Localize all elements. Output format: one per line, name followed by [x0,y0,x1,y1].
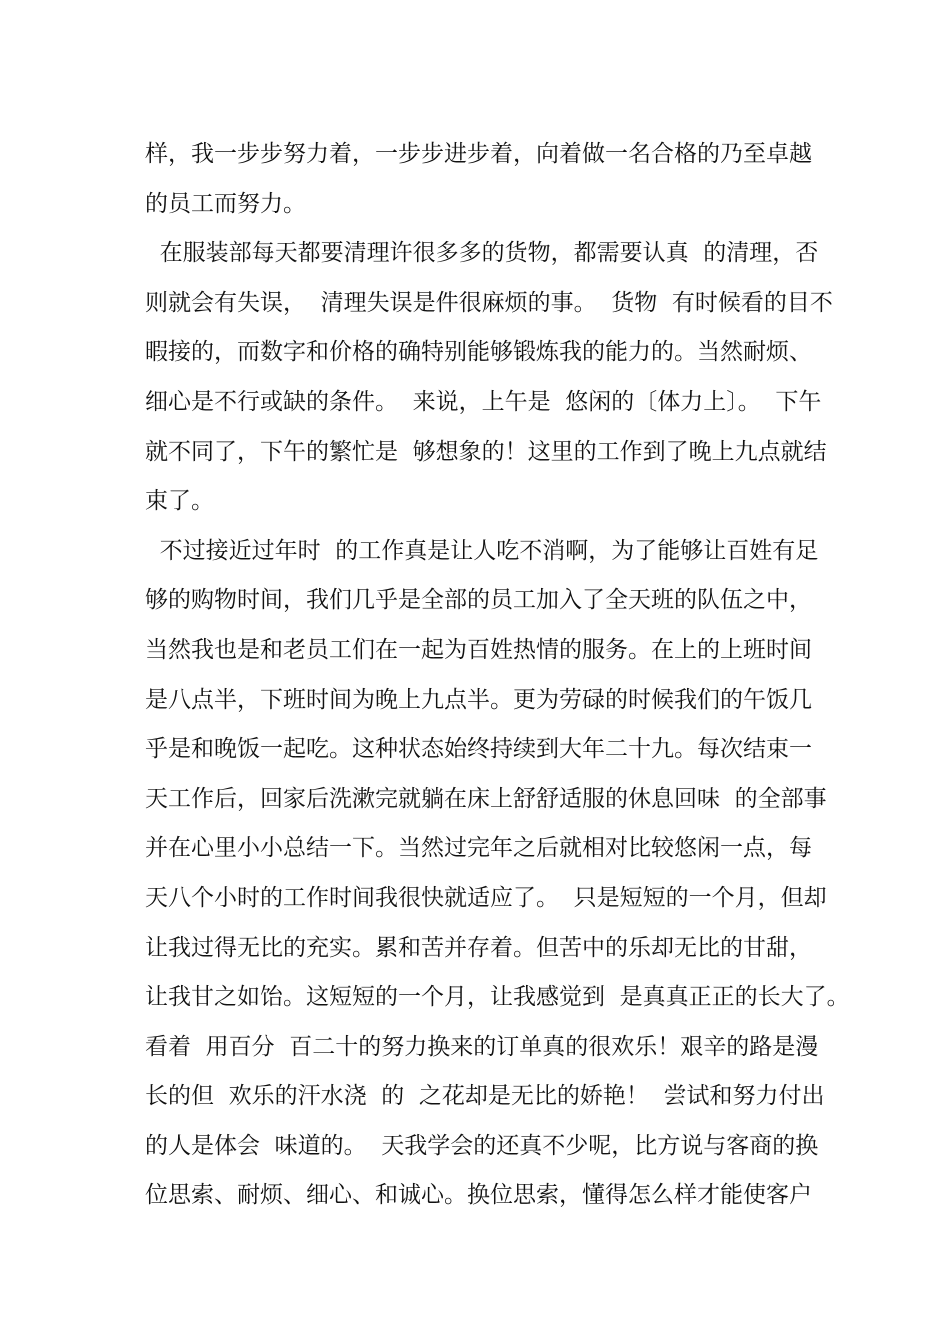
text-line: 并在心里小小总结一下。当然过完年之后就相对比较悠闲一点，每 [145,835,812,862]
text-line: 暇接的，而数字和价格的确特别能够锻炼我的能力的。当然耐烦、 [145,339,812,366]
text-line: 当然我也是和老员工们在一起为百姓热情的服务。在上的上班时间 [145,636,812,663]
text-line: 是八点半，下班时间为晚上九点半。更为劳碌的时候我们的午饭几 [145,686,812,713]
text-line: 束了。 [145,488,214,515]
text-line: 细心是不行或缺的条件。 来说，上午是 悠闲的〔体力上〕。 下午 [145,388,822,415]
text-line: 就不同了，下午的繁忙是 够想象的！这里的工作到了晚上九点就结 [145,438,827,465]
text-line: 让我过得无比的充实。累和苦并存着。但苦中的乐却无比的甘甜， [145,934,812,961]
text-line: 则就会有失误， 清理失误是件很麻烦的事。 货物 有时候看的目不 [145,289,833,316]
text-line: 天工作后，回家后洗漱完就躺在床上舒舒适服的休息回味 的全部事 [145,785,827,812]
text-line: 的员工而努力。 [145,190,306,217]
text-line: 够的购物时间，我们几乎是全部的员工加入了全天班的队伍之中， [145,587,812,614]
text-line: 乎是和晚饭一起吃。这种状态始终持续到大年二十九。每次结束一 [145,736,812,763]
body-text [145,130,850,1221]
text-line: 天八个小时的工作时间我很快就适应了。 只是短短的一个月，但却 [145,884,827,911]
text-line: 样，我一步步努力着，一步步进步着，向着做一名合格的乃至卓越 [145,141,812,167]
text-line: 看着 用百分 百二十的努力换来的订单真的很欢乐！艰辛的路是漫 [145,1033,819,1060]
text-line: 长的但 欢乐的汗水浇 的 之花却是无比的娇艳！ 尝试和努力付出 [145,1083,825,1110]
text-line: 位思索、耐烦、细心、和诚心。换位思索，懂得怎么样才能使客户 [145,1182,812,1209]
text-line: 的人是体会 味道的。 天我学会的还真不少呢，比方说与客商的换 [145,1132,819,1159]
text-line: 让我甘之如饴。这短短的一个月，让我感觉到 是真真正正的长大了。 [145,984,850,1011]
text-line: 在服装部每天都要清理许很多多的货物，都需要认真 的清理，否 [145,240,819,267]
text-line: 不过接近过年时 的工作真是让人吃不消啊，为了能够让百姓有足 [145,537,819,564]
